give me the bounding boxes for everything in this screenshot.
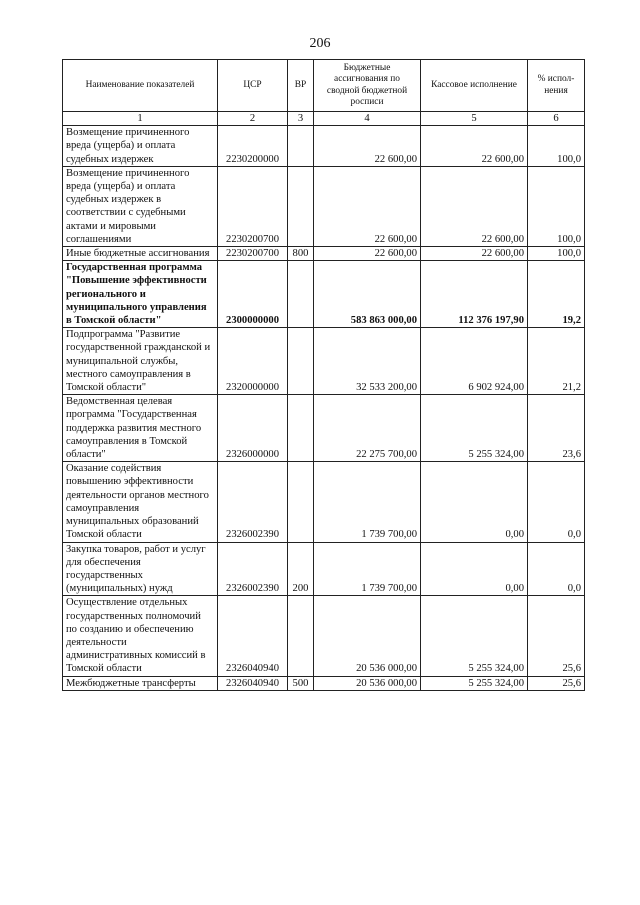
- row-csr: 2230200700: [218, 166, 288, 246]
- column-number: 1: [63, 112, 218, 126]
- row-percent: 23,6: [528, 395, 585, 462]
- row-percent: 21,2: [528, 328, 585, 395]
- row-cash: 112 376 197,90: [421, 261, 528, 328]
- row-name: Оказание содействия повышению эффективности деятельности органов местного самоуправления муниципальных образований Томской области: [63, 462, 218, 542]
- row-csr: 2326002390: [218, 462, 288, 542]
- row-csr: 2300000000: [218, 261, 288, 328]
- row-assignments: 20 536 000,00: [314, 596, 421, 676]
- row-vr: [288, 126, 314, 167]
- row-name: Осуществление отдельных государственных полномочий по созданию и обеспечению деятельности административных комиссий в Томской области: [63, 596, 218, 676]
- row-vr: [288, 328, 314, 395]
- row-percent: 100,0: [528, 247, 585, 261]
- column-number: 3: [288, 112, 314, 126]
- column-number: 5: [421, 112, 528, 126]
- row-assignments: 22 600,00: [314, 166, 421, 246]
- row-percent: 100,0: [528, 126, 585, 167]
- row-csr: 2230200000: [218, 126, 288, 167]
- row-vr: [288, 596, 314, 676]
- table-header-row: [63, 60, 585, 112]
- table-row: [63, 166, 585, 246]
- row-cash: 5 255 324,00: [421, 596, 528, 676]
- row-csr: 2326000000: [218, 395, 288, 462]
- table-row: [63, 247, 585, 261]
- row-vr: 500: [288, 676, 314, 690]
- row-percent: 19,2: [528, 261, 585, 328]
- table-row: [63, 328, 585, 395]
- row-assignments: 22 600,00: [314, 126, 421, 167]
- row-assignments: 22 600,00: [314, 247, 421, 261]
- row-name: Иные бюджетные ассигнования: [63, 247, 218, 261]
- header-vr: ВР: [288, 60, 314, 112]
- row-assignments: 22 275 700,00: [314, 395, 421, 462]
- row-name: Закупка товаров, работ и услуг для обеспечения государственных (муниципальных) нужд: [63, 542, 218, 596]
- row-vr: 800: [288, 247, 314, 261]
- header-assignments: Бюджетные ассигнования по сводной бюджетной росписи: [314, 60, 421, 112]
- header-csr: ЦСР: [218, 60, 288, 112]
- row-assignments: 1 739 700,00: [314, 462, 421, 542]
- row-percent: 25,6: [528, 676, 585, 690]
- row-name: Межбюджетные трансферты: [63, 676, 218, 690]
- row-vr: [288, 395, 314, 462]
- row-name: Возмещение причиненного вреда (ущерба) и оплата судебных издержек в соответствии с судебными актами и мировыми соглашениями: [63, 166, 218, 246]
- row-cash: 6 902 924,00: [421, 328, 528, 395]
- row-cash: 0,00: [421, 542, 528, 596]
- table-row-program: [63, 261, 585, 328]
- row-assignments: 583 863 000,00: [314, 261, 421, 328]
- budget-execution-table: [62, 59, 585, 691]
- header-percent: % испол-нения: [528, 60, 585, 112]
- row-csr: 2230200700: [218, 247, 288, 261]
- table-row: [63, 676, 585, 690]
- table-row: [63, 542, 585, 596]
- row-cash: 5 255 324,00: [421, 395, 528, 462]
- table-row: [63, 462, 585, 542]
- row-percent: 100,0: [528, 166, 585, 246]
- row-csr: 2326040940: [218, 596, 288, 676]
- row-percent: 0,0: [528, 462, 585, 542]
- row-name: Подпрограмма "Развитие государственной гражданской и муниципальной службы, местного самоуправления в Томской области": [63, 328, 218, 395]
- row-cash: 22 600,00: [421, 126, 528, 167]
- row-percent: 25,6: [528, 596, 585, 676]
- row-name: Возмещение причиненного вреда (ущерба) и оплата судебных издержек: [63, 126, 218, 167]
- row-csr: 2320000000: [218, 328, 288, 395]
- row-vr: 200: [288, 542, 314, 596]
- header-name: Наименование показателей: [63, 60, 218, 112]
- column-number: 6: [528, 112, 585, 126]
- table-row: [63, 596, 585, 676]
- table-row: [63, 126, 585, 167]
- column-number: 4: [314, 112, 421, 126]
- row-vr: [288, 462, 314, 542]
- row-csr: 2326040940: [218, 676, 288, 690]
- row-name: Государственная программа "Повышение эффективности регионального и муниципального управления в Томской области": [63, 261, 218, 328]
- row-vr: [288, 261, 314, 328]
- column-number: 2: [218, 112, 288, 126]
- row-assignments: 1 739 700,00: [314, 542, 421, 596]
- header-cash: Кассовое исполнение: [421, 60, 528, 112]
- row-vr: [288, 166, 314, 246]
- row-assignments: 32 533 200,00: [314, 328, 421, 395]
- row-percent: 0,0: [528, 542, 585, 596]
- table-row: [63, 395, 585, 462]
- row-cash: 0,00: [421, 462, 528, 542]
- row-cash: 5 255 324,00: [421, 676, 528, 690]
- row-csr: 2326002390: [218, 542, 288, 596]
- row-cash: 22 600,00: [421, 247, 528, 261]
- page-number: 206: [309, 36, 331, 51]
- row-assignments: 20 536 000,00: [314, 676, 421, 690]
- column-number-row: [63, 112, 585, 126]
- row-name: Ведомственная целевая программа "Государственная поддержка развития местного самоуправления в Томской области": [63, 395, 218, 462]
- row-cash: 22 600,00: [421, 166, 528, 246]
